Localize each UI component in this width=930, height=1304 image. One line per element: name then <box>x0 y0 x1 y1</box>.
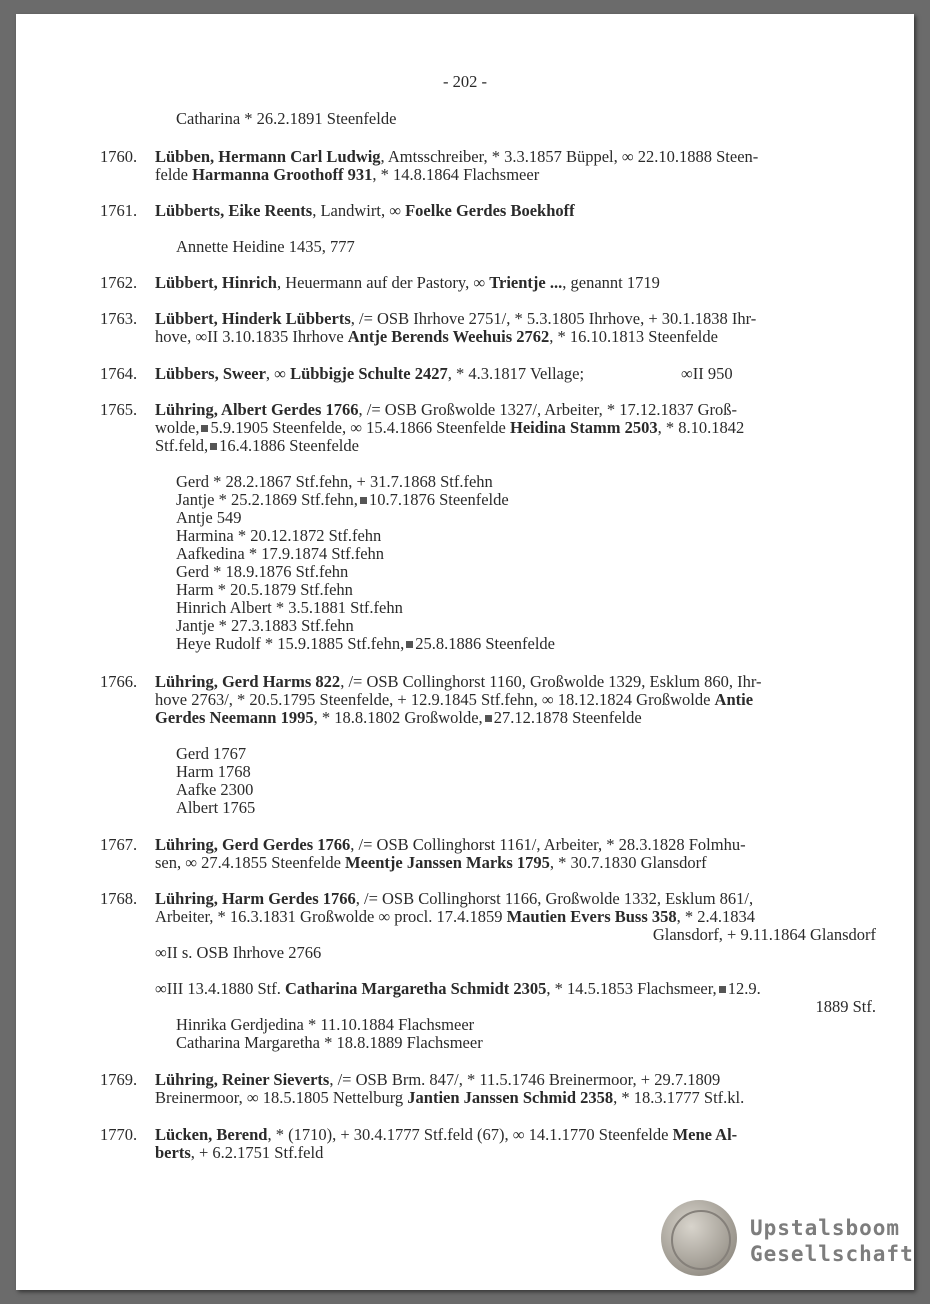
entry-line: Glansdorf, + 9.11.1864 Glansdorf <box>652 925 876 944</box>
child-line: Hinrika Gerdjedina * 11.10.1884 Flachsmeer <box>176 1015 475 1034</box>
entry-number: 1761. <box>100 201 138 220</box>
entry-line: Lübbert, Hinderk Lübberts, /= OSB Ihrhove 2751/, * 5.3.1805 Ihrhove, + 30.1.1838 Ihr- <box>155 309 757 328</box>
entry-number: 1769. <box>100 1070 138 1089</box>
page-number: - 202 - <box>443 72 487 91</box>
entry-line: wolde, 5.9.1905 Steenfelde, ∞ 15.4.1866 Steenfelde Heidina Stamm 2503, * 8.10.1842 <box>155 418 745 437</box>
child-line: Hinrich Albert * 3.5.1881 Stf.fehn <box>176 598 403 617</box>
entry-line: sen, ∞ 27.4.1855 Steenfelde Meentje Janssen Marks 1795, * 30.7.1830 Glansdorf <box>155 853 707 872</box>
entry-line: hove 2763/, * 20.5.1795 Steenfelde, + 12.9.1845 Stf.fehn, ∞ 18.12.1824 Großwolde Antie <box>155 690 754 709</box>
entry-line: Lübbers, Sweer, ∞ Lübbigje Schulte 2427, * 4.3.1817 Vellage; <box>155 364 585 383</box>
entry-number: 1762. <box>100 273 138 292</box>
entry-line: Lühring, Albert Gerdes 1766, /= OSB Großwolde 1327/, Arbeiter, * 17.12.1837 Groß- <box>155 400 738 419</box>
entry-line: Arbeiter, * 16.3.1831 Großwolde ∞ procl. 17.4.1859 Mautien Evers Buss 358, * 2.4.1834 <box>155 907 756 926</box>
burial-icon <box>210 443 217 450</box>
brand-line-2: Gesellschaft <box>750 1242 914 1266</box>
child-line: Catharina Margaretha * 18.8.1889 Flachsmeer <box>176 1033 483 1052</box>
entry-number: 1768. <box>100 889 138 908</box>
child-line: Gerd * 28.2.1867 Stf.fehn, + 31.7.1868 Stf.fehn <box>176 472 493 491</box>
child-line: Jantje * 25.2.1869 Stf.fehn, 10.7.1876 Steenfelde <box>176 490 509 509</box>
entry-number: 1760. <box>100 147 138 166</box>
child-line: Albert 1765 <box>176 798 256 817</box>
entry-line: Lühring, Gerd Gerdes 1766, /= OSB Collinghorst 1161/, Arbeiter, * 28.3.1828 Folmhu- <box>155 835 746 854</box>
child-line: Jantje * 27.3.1883 Stf.fehn <box>176 616 354 635</box>
entry-line: Lübberts, Eike Reents, Landwirt, ∞ Foelke Gerdes Boekhoff <box>155 201 575 220</box>
entry-line: Breinermoor, ∞ 18.5.1805 Nettelburg Jantien Janssen Schmid 2358, * 18.3.1777 Stf.kl. <box>155 1088 745 1107</box>
entry-line: Lübben, Hermann Carl Ludwig, Amtsschreiber, * 3.3.1857 Büppel, ∞ 22.10.1888 Steen- <box>155 147 759 166</box>
entry-line: Lühring, Gerd Harms 822, /= OSB Collinghorst 1160, Großwolde 1329, Esklum 860, Ihr- <box>155 672 762 691</box>
entry-line: Catharina * 26.2.1891 Steenfelde <box>176 109 397 128</box>
child-line: Aafkedina * 17.9.1874 Stf.fehn <box>176 544 385 563</box>
entry-line: ∞III 13.4.1880 Stf. Catharina Margaretha Schmidt 2305, * 14.5.1853 Flachsmeer, 12.9. <box>155 979 761 998</box>
burial-icon <box>406 641 413 648</box>
burial-icon <box>719 986 726 993</box>
entry-line: Lübbert, Hinrich, Heuermann auf der Pastory, ∞ Trientje ..., genannt 1719 <box>155 273 660 292</box>
entry-line: 1889 Stf. <box>815 997 876 1016</box>
entry-number: 1770. <box>100 1125 138 1144</box>
entry-number: 1763. <box>100 309 138 328</box>
child-line: Heye Rudolf * 15.9.1885 Stf.fehn, 25.8.1886 Steenfelde <box>176 634 555 653</box>
entry-line: Lücken, Berend, * (1710), + 30.4.1777 Stf.feld (67), ∞ 14.1.1770 Steenfelde Mene Al- <box>155 1125 738 1144</box>
child-line: Antje 549 <box>176 508 242 527</box>
entry-number: 1765. <box>100 400 138 419</box>
child-line: Harm * 20.5.1879 Stf.fehn <box>176 580 353 599</box>
seal-logo-icon <box>661 1200 737 1276</box>
entry-line: Lühring, Harm Gerdes 1766, /= OSB Collinghorst 1166, Großwolde 1332, Esklum 861/, <box>155 889 754 908</box>
child-line: Gerd * 18.9.1876 Stf.fehn <box>176 562 349 581</box>
entry-line: felde Harmanna Groothoff 931, * 14.8.1864 Flachsmeer <box>155 165 540 184</box>
entry-line: Lühring, Reiner Sieverts, /= OSB Brm. 847/, * 11.5.1746 Breinermoor, + 29.7.1809 <box>155 1070 721 1089</box>
entry-line: Stf.feld, 16.4.1886 Steenfelde <box>155 436 359 455</box>
entry-line: Gerdes Neemann 1995, * 18.8.1802 Großwolde, 27.12.1878 Steenfelde <box>155 708 642 727</box>
burial-icon <box>360 497 367 504</box>
child-line: Aafke 2300 <box>176 780 254 799</box>
entry-number: 1766. <box>100 672 138 691</box>
entry-line: hove, ∞II 3.10.1835 Ihrhove Antje Berends Weehuis 2762, * 16.10.1813 Steenfelde <box>155 327 718 346</box>
burial-icon <box>485 715 492 722</box>
entry-line: ∞II 950 <box>681 364 733 383</box>
entry-line: berts, + 6.2.1751 Stf.feld <box>155 1143 324 1162</box>
child-line: Gerd 1767 <box>176 744 247 763</box>
child-line: Annette Heidine 1435, 777 <box>176 237 355 256</box>
entry-line: ∞II s. OSB Ihrhove 2766 <box>155 943 322 962</box>
entry-number: 1764. <box>100 364 138 383</box>
child-line: Harmina * 20.12.1872 Stf.fehn <box>176 526 382 545</box>
document-page <box>16 14 914 1290</box>
child-line: Harm 1768 <box>176 762 251 781</box>
brand-line-1: Upstalsboom <box>750 1216 901 1240</box>
entry-number: 1767. <box>100 835 138 854</box>
burial-icon <box>201 425 208 432</box>
